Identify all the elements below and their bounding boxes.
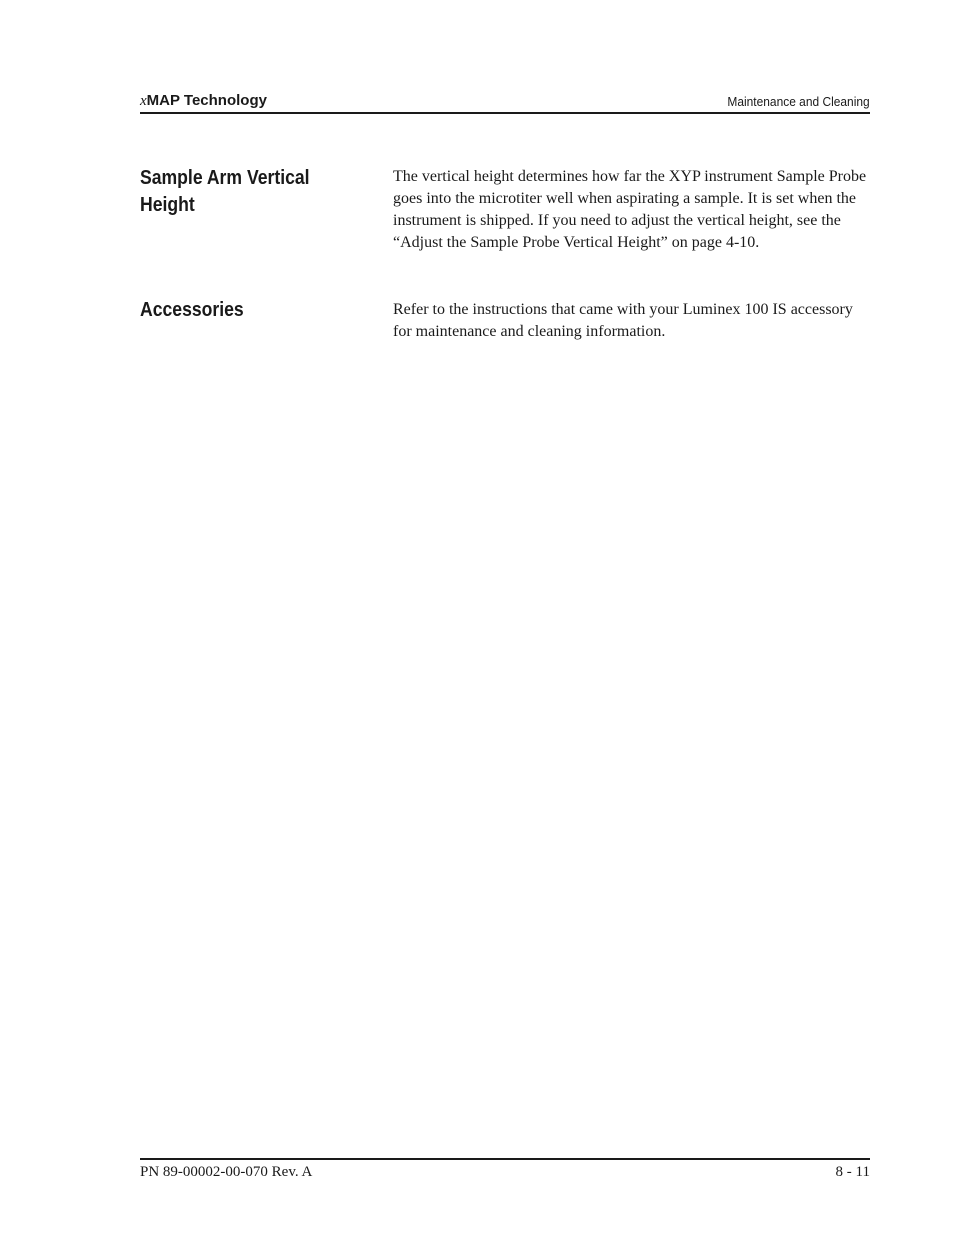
- chapter-title: Maintenance and Cleaning: [727, 94, 870, 109]
- page-footer: [140, 1158, 870, 1186]
- section-body: The vertical height determines how far the XYP instrument Sample Probe goes into the microtiter well when aspirating a sample. It is set when the instrument is shipped. If you need to adjust the vertical height, see the “Adjust the Sample Probe Vertical Height” on page 4-10.: [393, 168, 867, 251]
- page-number: 8 - 11: [835, 1164, 870, 1180]
- brand-prefix: x: [140, 93, 147, 109]
- brand-title: [140, 92, 267, 110]
- page-header: [140, 90, 870, 114]
- section-heading: Accessories: [140, 299, 244, 321]
- section-body: Refer to the instructions that came with your Luminex 100 IS accessory for maintenance and cleaning information.: [393, 301, 853, 340]
- brand-name: MAP Technology: [146, 92, 267, 109]
- part-number: PN 89-00002-00-070 Rev. A: [140, 1164, 313, 1180]
- section-heading: Sample Arm Vertical Height: [140, 167, 310, 216]
